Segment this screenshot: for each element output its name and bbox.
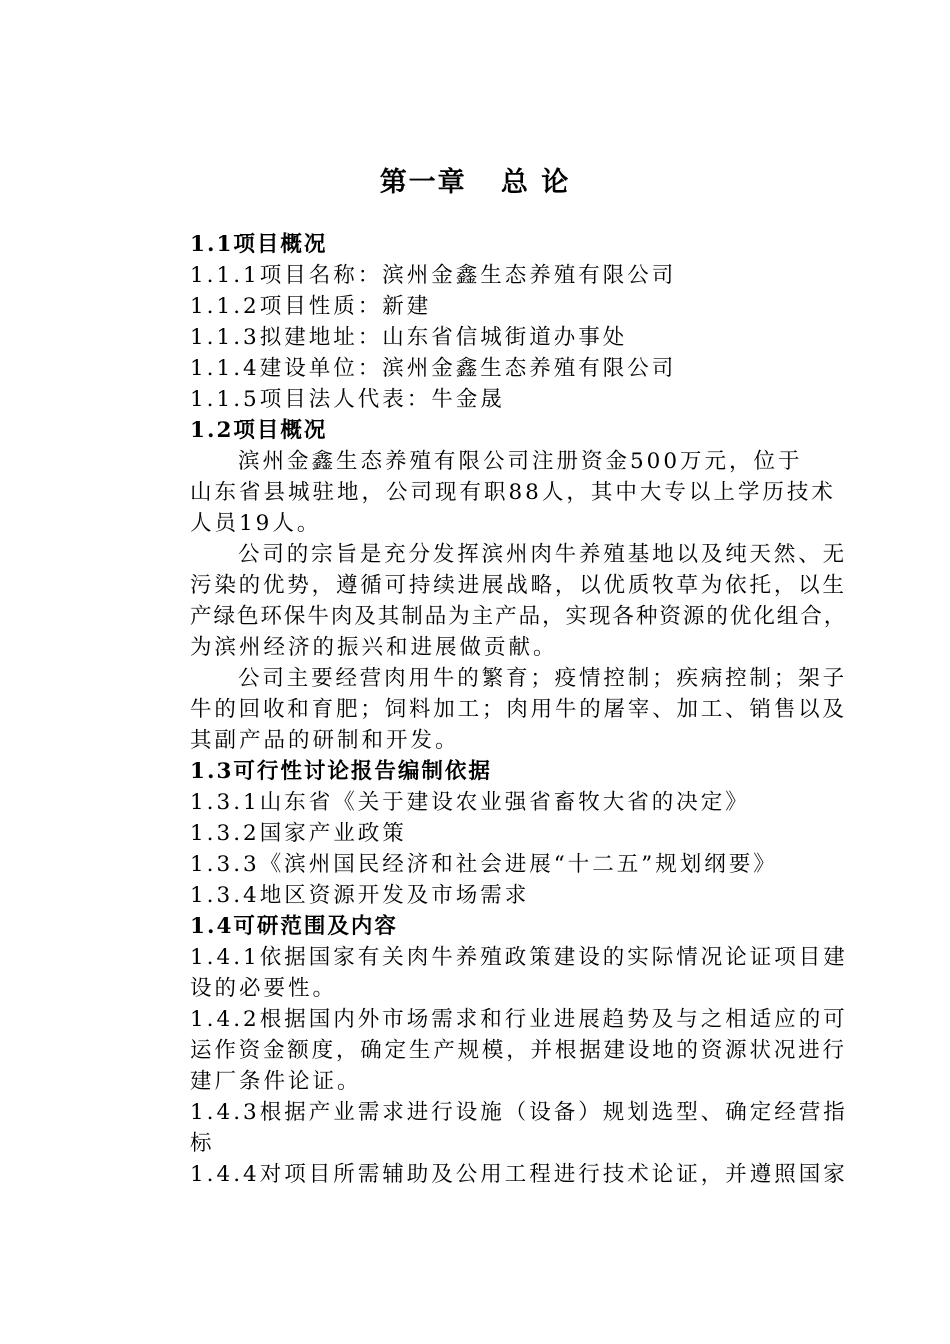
text-line: 其副产品的研制和开发。 — [190, 728, 460, 753]
text-line: 1.4.4对项目所需辅助及公用工程进行技术论证，并遵照国家 — [190, 1162, 848, 1187]
section-heading: 1.3可行性讨论报告编制依据 — [190, 759, 492, 784]
text-line: 为滨州经济的振兴和进展做贡献。 — [190, 635, 558, 660]
text-line: 建厂条件论证。 — [190, 1069, 362, 1094]
text-line: 1.1.1项目名称：滨州金鑫生态养殖有限公司 — [190, 263, 677, 288]
text-line: 1.3.3《滨州国民经济和社会进展“十二五”规划纲要》 — [190, 852, 778, 877]
text-line: 1.3.1山东省《关于建设农业强省畜牧大省的决定》 — [190, 790, 750, 815]
text-line: 1.4.2根据国内外市场需求和行业进展趋势及与之相适应的可 — [190, 1007, 848, 1032]
text-line: 1.1.4建设单位：滨州金鑫生态养殖有限公司 — [190, 356, 677, 381]
section-heading: 1.1项目概况 — [190, 232, 328, 257]
paragraph-first-line: 公司的宗旨是充分发挥滨州肉牛养殖基地以及纯天然、无 — [238, 542, 848, 567]
text-line: 山东省县城驻地，公司现有职88人，其中大专以上学历技术 — [190, 480, 836, 505]
text-line: 牛的回收和育肥；饲料加工；肉用牛的屠宰、加工、销售以及 — [190, 697, 847, 722]
paragraph-first-line: 公司主要经营肉用牛的繁育；疫情控制；疾病控制；架子 — [238, 666, 848, 691]
text-line: 1.1.2项目性质：新建 — [190, 294, 432, 319]
text-line: 1.1.3拟建地址：山东省信城街道办事处 — [190, 325, 628, 350]
section-heading: 1.4可研范围及内容 — [190, 914, 398, 939]
text-line: 1.1.5项目法人代表：牛金晟 — [190, 387, 505, 412]
text-line: 1.3.2国家产业政策 — [190, 821, 407, 846]
text-line: 产绿色环保牛肉及其制品为主产品，实现各种资源的优化组合， — [190, 604, 848, 629]
text-line: 1.4.1依据国家有关肉牛养殖政策建设的实际情况论证项目建 — [190, 945, 848, 970]
chapter-title: 第一章 总 论 — [379, 167, 571, 198]
document-body — [190, 229, 850, 1190]
text-line: 设的必要性。 — [190, 976, 338, 1001]
section-heading: 1.2项目概况 — [190, 418, 328, 443]
paragraph-first-line: 滨州金鑫生态养殖有限公司注册资金500万元，位于 — [238, 449, 803, 474]
text-line: 1.3.4地区资源开发及市场需求 — [190, 883, 530, 908]
text-line: 人员19人。 — [190, 511, 322, 536]
text-line: 标 — [190, 1131, 215, 1156]
text-line: 污染的优势，遵循可持续进展战略，以优质牧草为依托，以生 — [190, 573, 847, 598]
text-line: 运作资金额度，确定生产规模，并根据建设地的资源状况进行 — [190, 1038, 847, 1063]
text-line: 1.4.3根据产业需求进行设施（设备）规划选型、确定经营指 — [190, 1100, 848, 1125]
